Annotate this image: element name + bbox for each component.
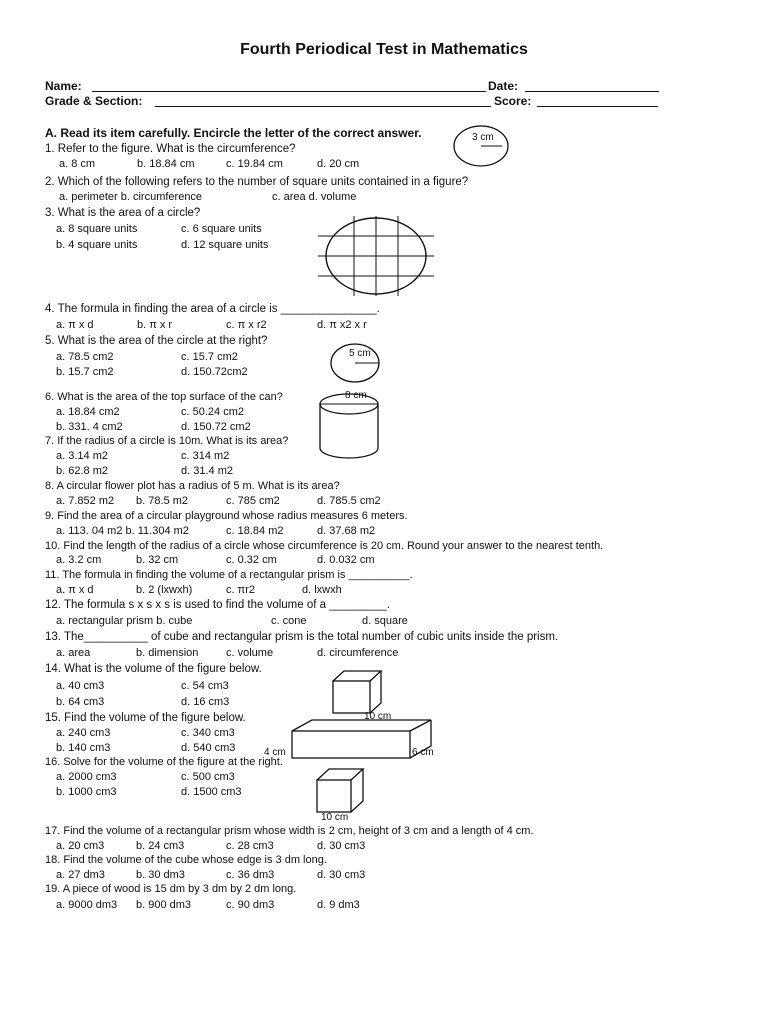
q3-option-a[interactable]: a. 8 square units	[56, 223, 138, 235]
q6-diameter-label: 8 cm	[345, 390, 367, 401]
score-label: Score:	[494, 94, 532, 108]
q5-option-d[interactable]: d. 150.72cm2	[181, 366, 248, 378]
date-label: Date:	[488, 79, 519, 93]
q11-option-c[interactable]: c. πr2	[226, 584, 255, 596]
q3-option-c[interactable]: c. 6 square units	[181, 223, 262, 235]
q5-radius-label: 5 cm	[349, 348, 371, 359]
q12-option-d[interactable]: d. square	[362, 615, 408, 627]
q11-option-d[interactable]: d. lxwxh	[302, 584, 342, 596]
q7-option-b[interactable]: b. 62.8 m2	[56, 465, 108, 477]
q11-option-a[interactable]: a. π x d	[56, 584, 94, 596]
q11-option-b[interactable]: b. 2 (lxwxh)	[136, 584, 193, 596]
q18-option-a[interactable]: a. 27 dm3	[56, 869, 105, 881]
q7-option-a[interactable]: a. 3.14 m2	[56, 450, 108, 462]
q17-option-a[interactable]: a. 20 cm3	[56, 840, 105, 852]
q3-option-b[interactable]: b. 4 square units	[56, 239, 138, 251]
q16-option-a[interactable]: a. 2000 cm3	[56, 771, 117, 783]
q15-length-label: 10 cm	[364, 711, 392, 722]
q1-radius-label: 3 cm	[472, 132, 494, 143]
q19-option-b[interactable]: b. 900 dm3	[136, 899, 192, 911]
q15-option-a[interactable]: a. 240 cm3	[56, 727, 111, 739]
page-title: Fourth Periodical Test in Mathematics	[240, 41, 528, 58]
q4-option-b[interactable]: b. π x r	[137, 319, 173, 331]
date-field[interactable]	[525, 91, 659, 92]
q16-option-c[interactable]: c. 500 cm3	[181, 771, 235, 783]
q19-option-a[interactable]: a. 9000 dm3	[56, 899, 118, 911]
question-1: 1. Refer to the figure. What is the circumference?	[45, 143, 296, 155]
q3-grid-circle-figure	[318, 216, 434, 296]
q14-cube-figure	[332, 670, 384, 714]
question-7: 7. If the radius of a circle is 10m. What is its area?	[45, 435, 289, 447]
q17-option-b[interactable]: b. 24 cm3	[136, 840, 185, 852]
question-4: 4. The formula in finding the area of a circle is _______________.	[45, 303, 380, 315]
q4-option-d[interactable]: d. π x2 x r	[317, 319, 367, 331]
question-11: 11. The formula in finding the volume of a rectangular prism is __________.	[45, 569, 413, 581]
q13-option-d[interactable]: d. circumference	[317, 647, 399, 659]
q14-option-c[interactable]: c. 54 cm3	[181, 680, 229, 692]
q18-option-c[interactable]: c. 36 dm3	[226, 869, 275, 881]
q10-option-a[interactable]: a. 3.2 cm	[56, 554, 102, 566]
q9-option-ab[interactable]: a. 113. 04 m2 b. 11.304 m2	[56, 525, 189, 537]
q12-option-c[interactable]: c. cone	[271, 615, 307, 627]
q8-option-d[interactable]: d. 785.5 cm2	[317, 495, 381, 507]
q10-option-b[interactable]: b. 32 cm	[136, 554, 179, 566]
q19-option-c[interactable]: c. 90 dm3	[226, 899, 275, 911]
q14-option-d[interactable]: d. 16 cm3	[181, 696, 230, 708]
q16-option-d[interactable]: d. 1500 cm3	[181, 786, 242, 798]
q1-option-d[interactable]: d. 20 cm	[317, 158, 360, 170]
q16-option-b[interactable]: b. 1000 cm3	[56, 786, 117, 798]
question-3: 3. What is the area of a circle?	[45, 207, 201, 219]
q6-option-a[interactable]: a. 18.84 cm2	[56, 406, 120, 418]
q5-option-b[interactable]: b. 15.7 cm2	[56, 366, 114, 378]
q17-option-d[interactable]: d. 30 cm3	[317, 840, 366, 852]
question-14: 14. What is the volume of the figure below.	[45, 663, 262, 675]
q8-option-a[interactable]: a. 7.852 m2	[56, 495, 115, 507]
q1-option-b[interactable]: b. 18.84 cm	[137, 158, 195, 170]
q2-option-cd[interactable]: c. area d. volume	[272, 191, 357, 203]
q14-option-a[interactable]: a. 40 cm3	[56, 680, 105, 692]
q8-option-b[interactable]: b. 78.5 m2	[136, 495, 188, 507]
q1-option-a[interactable]: a. 8 cm	[59, 158, 96, 170]
question-12: 12. The formula s x s x s is used to find the volume of a _________.	[45, 599, 390, 611]
name-field[interactable]	[92, 91, 486, 92]
grade-section-field[interactable]	[155, 106, 491, 107]
q7-option-d[interactable]: d. 31.4 m2	[181, 465, 233, 477]
q6-option-d[interactable]: d. 150.72 cm2	[181, 421, 251, 433]
q15-option-b[interactable]: b. 140 cm3	[56, 742, 111, 754]
question-5: 5. What is the area of the circle at the right?	[45, 335, 268, 347]
score-field[interactable]	[537, 106, 658, 107]
q15-height-label: 4 cm	[264, 747, 286, 758]
q1-option-c[interactable]: c. 19.84 cm	[226, 158, 283, 170]
instruction: A. Read its item carefully. Encircle the letter of the correct answer.	[45, 126, 422, 140]
question-2: 2. Which of the following refers to the number of square units contained in a figure?	[45, 176, 469, 188]
q6-option-b[interactable]: b. 331. 4 cm2	[56, 421, 123, 433]
q3-option-d[interactable]: d. 12 square units	[181, 239, 269, 251]
q16-cube-figure	[316, 768, 366, 814]
q10-option-d[interactable]: d. 0.032 cm	[317, 554, 375, 566]
q4-option-a[interactable]: a. π x d	[56, 319, 94, 331]
q9-option-c[interactable]: c. 18.84 m2	[226, 525, 284, 537]
q12-option-ab[interactable]: a. rectangular prism b. cube	[56, 615, 193, 627]
question-10: 10. Find the length of the radius of a circle whose circumference is 20 cm. Round your answer to the nearest tenth.	[45, 540, 604, 552]
q15-option-c[interactable]: c. 340 cm3	[181, 727, 235, 739]
grade-section-label: Grade & Section:	[45, 94, 143, 108]
name-label: Name:	[45, 79, 82, 93]
question-19: 19. A piece of wood is 15 dm by 3 dm by 2 dm long.	[45, 883, 297, 895]
question-17: 17. Find the volume of a rectangular prism whose width is 2 cm, height of 3 cm and a length of 4 cm.	[45, 825, 534, 837]
q13-option-b[interactable]: b. dimension	[136, 647, 199, 659]
q13-option-a[interactable]: a. area	[56, 647, 91, 659]
q18-option-b[interactable]: b. 30 dm3	[136, 869, 185, 881]
q5-option-c[interactable]: c. 15.7 cm2	[181, 351, 238, 363]
question-13: 13. The__________ of cube and rectangular prism is the total number of cubic units inside the prism.	[45, 631, 559, 643]
q16-edge-label: 10 cm	[321, 812, 349, 823]
q14-option-b[interactable]: b. 64 cm3	[56, 696, 105, 708]
q10-option-c[interactable]: c. 0.32 cm	[226, 554, 277, 566]
question-6: 6. What is the area of the top surface of the can?	[45, 391, 283, 403]
question-16: 16. Solve for the volume of the figure at the right.	[45, 756, 283, 768]
question-15: 15. Find the volume of the figure below.	[45, 712, 246, 724]
q13-option-c[interactable]: c. volume	[226, 647, 274, 659]
q6-option-c[interactable]: c. 50.24 cm2	[181, 406, 244, 418]
question-9: 9. Find the area of a circular playground whose radius measures 6 meters.	[45, 510, 408, 522]
q19-option-d[interactable]: d. 9 dm3	[317, 899, 360, 911]
q8-option-c[interactable]: c. 785 cm2	[226, 495, 280, 507]
q15-option-d[interactable]: d. 540 cm3	[181, 742, 236, 754]
q17-option-c[interactable]: c. 28 cm3	[226, 840, 274, 852]
q7-option-c[interactable]: c. 314 m2	[181, 450, 230, 462]
q15-width-label: 6 cm	[412, 747, 434, 758]
q4-option-c[interactable]: c. π x r2	[226, 319, 267, 331]
question-18: 18. Find the volume of the cube whose edge is 3 dm long.	[45, 854, 327, 866]
question-8: 8. A circular flower plot has a radius of 5 m. What is its area?	[45, 480, 340, 492]
q9-option-d[interactable]: d. 37.68 m2	[317, 525, 376, 537]
q5-option-a[interactable]: a. 78.5 cm2	[56, 351, 114, 363]
q18-option-d[interactable]: d. 30 cm3	[317, 869, 366, 881]
q2-option-ab[interactable]: a. perimeter b. circumference	[59, 191, 203, 203]
